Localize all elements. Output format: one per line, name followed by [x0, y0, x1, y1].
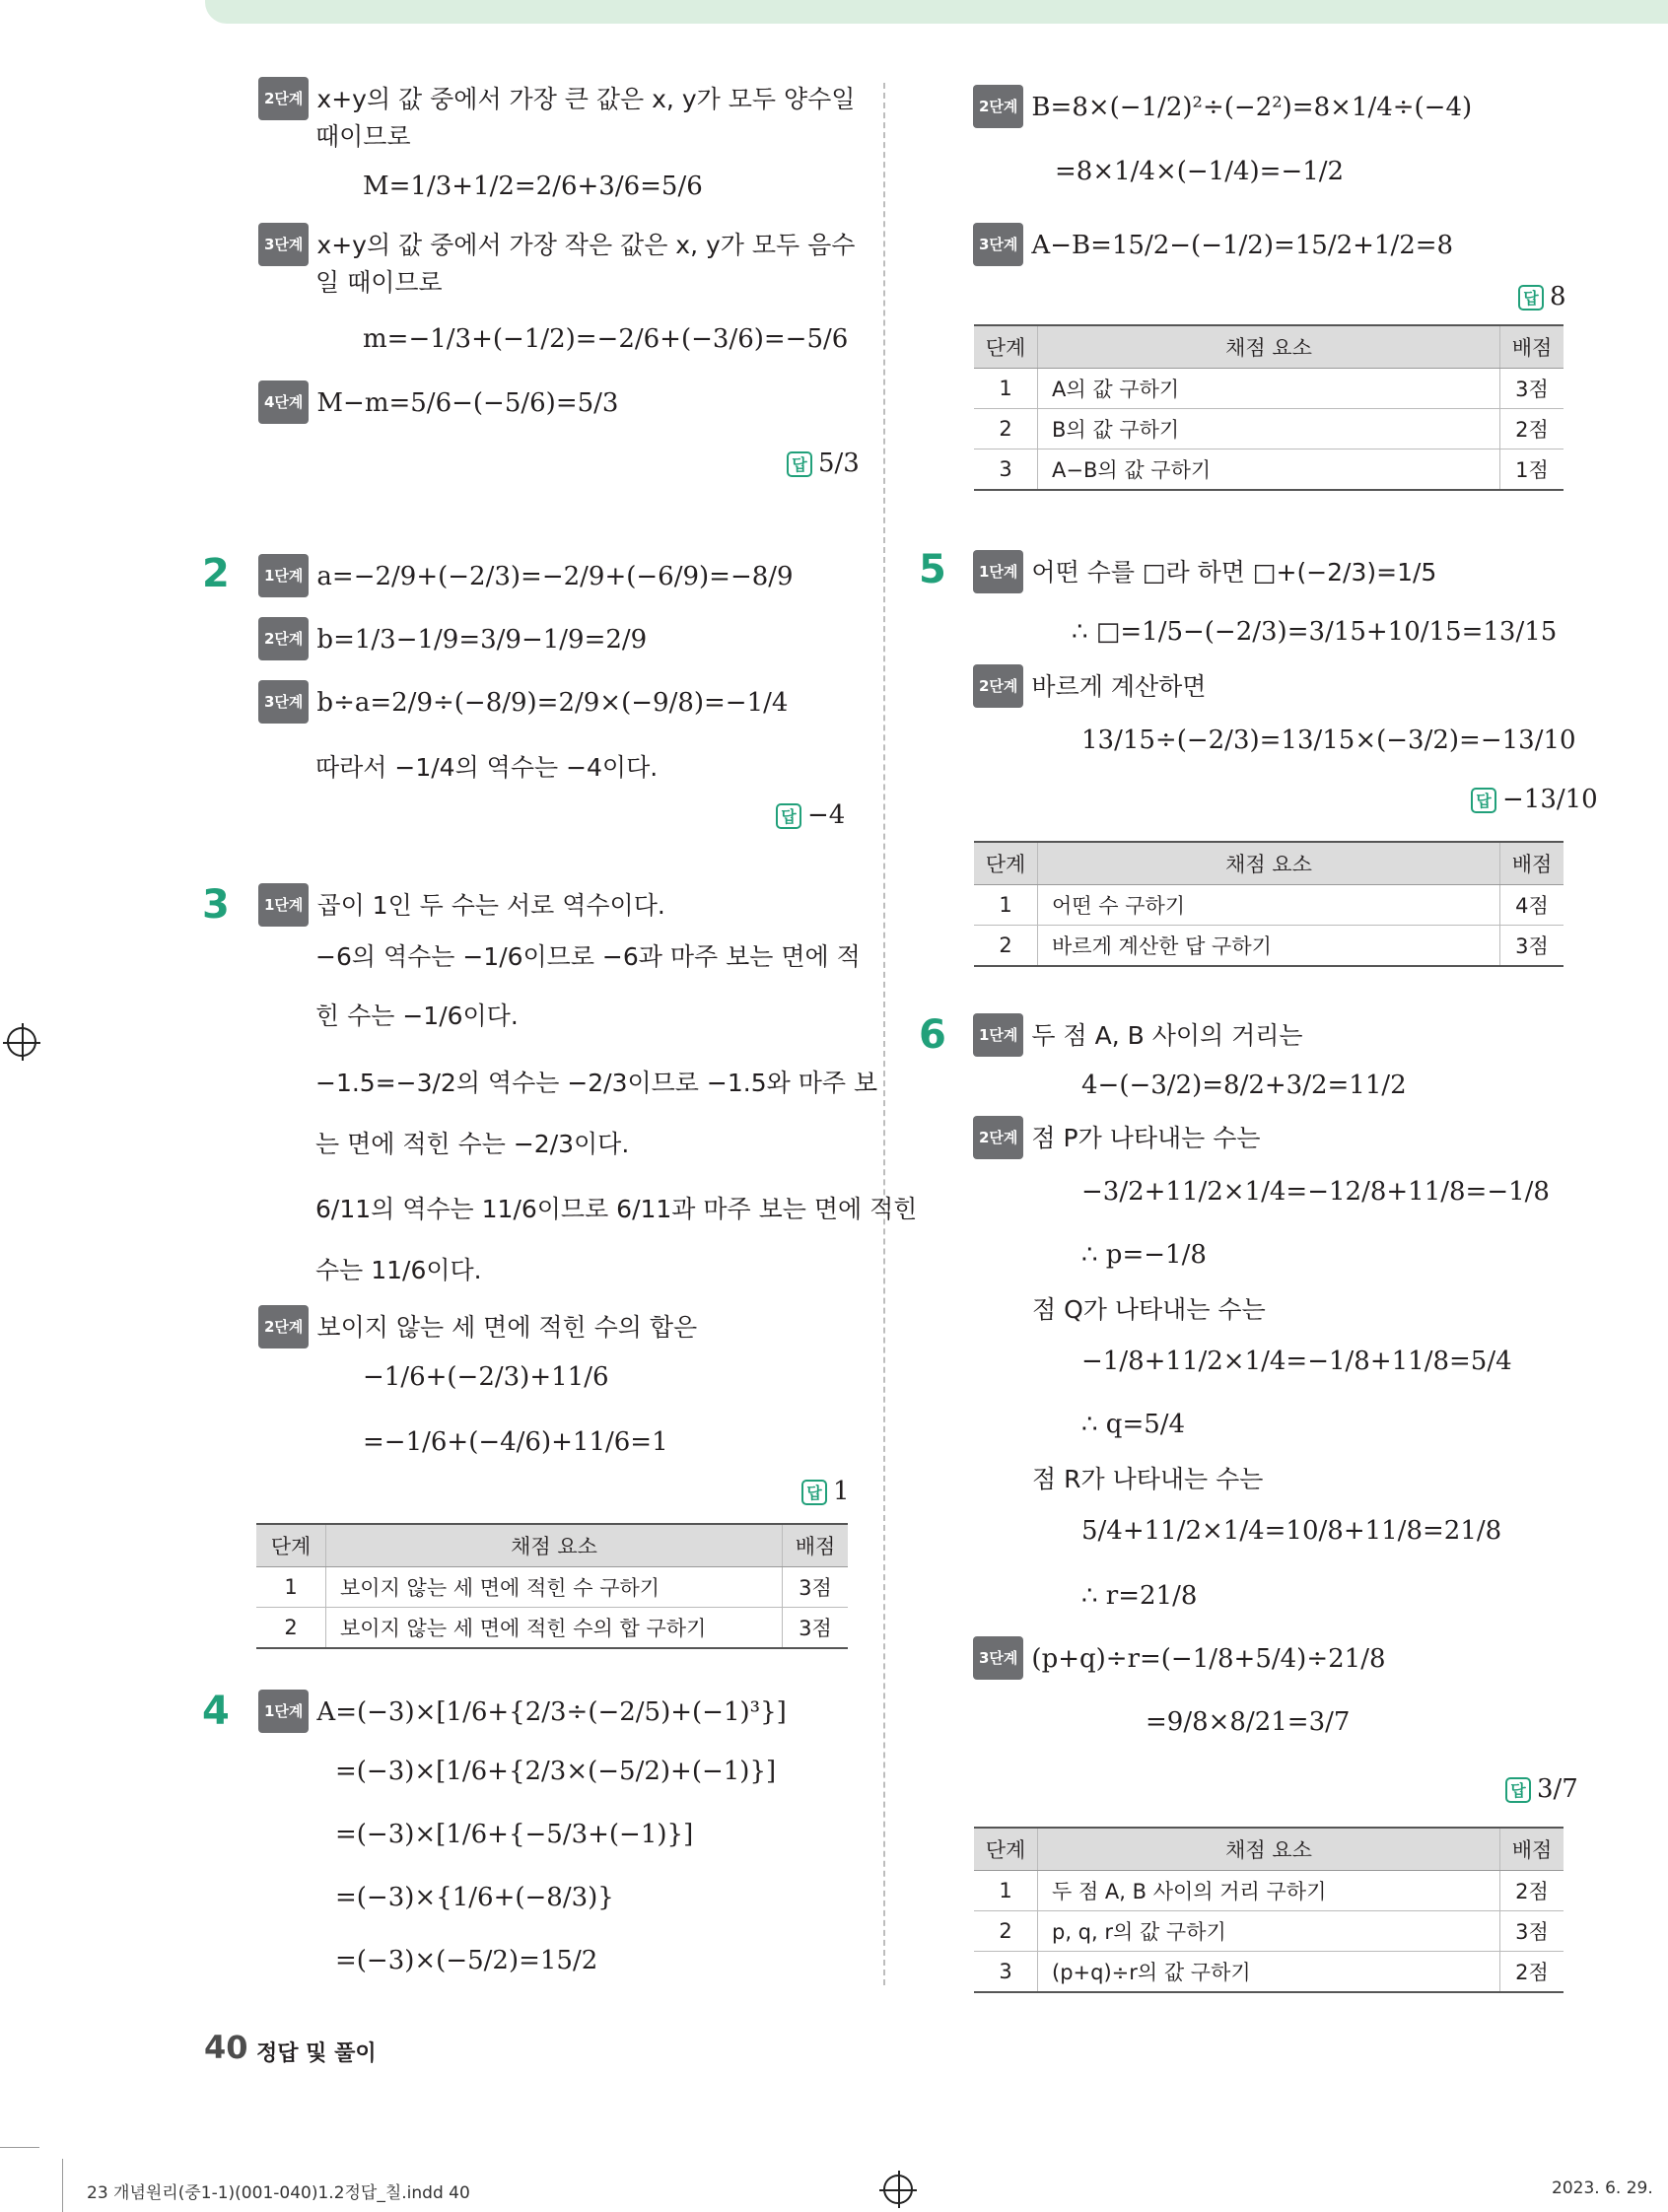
answer-mark: 답 −13/10	[1471, 785, 1598, 814]
table-cell: 3점	[1500, 369, 1564, 409]
table-cell: 2	[974, 409, 1038, 449]
table-cell: 2점	[1500, 1871, 1564, 1911]
column-divider	[883, 83, 885, 1985]
table-row	[256, 1608, 848, 1649]
solution-line: 점 R가 나타내는 수는	[1032, 1465, 1264, 1493]
table-cell: 2점	[1500, 409, 1564, 449]
equation-line: =8×1/4×(−1/4)=−1/2	[1055, 157, 1345, 186]
top-color-band	[205, 0, 1668, 24]
table-cell: (p+q)÷r의 값 구하기	[1038, 1952, 1500, 1993]
table-cell: 보이지 않는 세 면에 적힌 수의 합 구하기	[326, 1608, 783, 1649]
crop-mark	[0, 2147, 39, 2148]
table-row	[974, 369, 1564, 409]
solution-line: 3단계 A−B=15/2−(−1/2)=15/2+1/2=8	[973, 225, 1453, 268]
equation-line: =(−3)×[1/6+{2/3×(−5/2)+(−1)}]	[335, 1757, 777, 1786]
solution-line: 는 면에 적힌 수는 −2/3이다.	[315, 1130, 630, 1158]
answer-mark: 답 8	[1518, 282, 1566, 311]
table-header: 단계	[256, 1524, 326, 1567]
answer-mark: 답 1	[801, 1477, 850, 1506]
table-header-row	[974, 1828, 1564, 1871]
solution-line: 수는 11/6이다.	[315, 1256, 482, 1284]
solution-line: 따라서 −1/4의 역수는 −4이다.	[315, 753, 659, 782]
answer-mark: 답 −4	[776, 800, 845, 830]
table-cell: 보이지 않는 세 면에 적힌 수 구하기	[326, 1567, 783, 1608]
solution-line: 2단계 점 P가 나타내는 수는	[973, 1118, 1261, 1161]
equation-line: =(−3)×(−5/2)=15/2	[335, 1946, 598, 1975]
solution-line: 1단계 두 점 A, B 사이의 거리는	[973, 1015, 1303, 1059]
page-title: 정답 및 풀이	[256, 2041, 377, 2066]
solution-line: 3단계 b÷a=2/9÷(−8/9)=2/9×(−9/8)=−1/4	[258, 682, 788, 726]
equation-line: m=−1/3+(−1/2)=−2/6+(−3/6)=−5/6	[363, 324, 849, 354]
solution-line: −1.5=−3/2의 역수는 −2/3이므로 −1.5와 마주 보	[315, 1069, 878, 1097]
solution-line: 1단계 곱이 1인 두 수는 서로 역수이다.	[258, 885, 665, 929]
solution-line: 일 때이므로	[315, 268, 443, 297]
scoring-table	[974, 841, 1564, 967]
table-header: 배점	[1500, 325, 1564, 369]
solution-line: 2단계 B=8×(−1/2)²÷(−2²)=8×1/4÷(−4)	[973, 87, 1472, 130]
scoring-table	[256, 1523, 848, 1649]
equation-line: 5/4+11/2×1/4=10/8+11/8=21/8	[1081, 1516, 1502, 1546]
table-row	[974, 1952, 1564, 1993]
table-header: 채점 요소	[1038, 325, 1500, 369]
table-header: 채점 요소	[326, 1524, 783, 1567]
table-header: 채점 요소	[1038, 842, 1500, 885]
table-cell: 3	[974, 449, 1038, 491]
solution-line: 2단계 보이지 않는 세 면에 적힌 수의 합은	[258, 1307, 697, 1350]
table-cell: 1점	[1500, 449, 1564, 491]
slug-file: 23 개념원리(중1-1)(001-040)1.2정답_칠.indd 40	[87, 2183, 470, 2203]
equation-line: ∴ q=5/4	[1081, 1410, 1186, 1439]
equation-line: =(−3)×[1/6+{−5/3+(−1)}]	[335, 1820, 694, 1849]
table-header: 배점	[1500, 1828, 1564, 1871]
table-cell: 3점	[1500, 926, 1564, 967]
solution-line: 3단계 x+y의 값 중에서 가장 작은 값은 x, y가 모두 음수	[258, 225, 855, 268]
equation-line: 13/15÷(−2/3)=13/15×(−3/2)=−13/10	[1081, 726, 1576, 755]
solution-line: 1단계 A=(−3)×[1/6+{2/3÷(−2/5)+(−1)³}]	[258, 1692, 787, 1735]
table-header: 단계	[974, 842, 1038, 885]
table-cell: 2	[974, 1911, 1038, 1952]
problem-number: 5	[919, 547, 946, 592]
table-row	[974, 926, 1564, 967]
table-cell: 4점	[1500, 885, 1564, 926]
equation-line: −3/2+11/2×1/4=−12/8+11/8=−1/8	[1081, 1177, 1550, 1207]
table-cell: p, q, r의 값 구하기	[1038, 1911, 1500, 1952]
table-cell: 3점	[783, 1567, 849, 1608]
table-header: 배점	[783, 1524, 849, 1567]
table-header: 단계	[974, 1828, 1038, 1871]
answer-mark: 답 3/7	[1505, 1774, 1578, 1804]
table-cell: 두 점 A, B 사이의 거리 구하기	[1038, 1871, 1500, 1911]
table-header: 배점	[1500, 842, 1564, 885]
table-row	[974, 449, 1564, 491]
equation-line: =(−3)×{1/6+(−8/3)}	[335, 1883, 614, 1912]
equation-line: ∴ r=21/8	[1081, 1581, 1198, 1611]
solution-line: 점 Q가 나타내는 수는	[1032, 1295, 1266, 1324]
table-cell: B의 값 구하기	[1038, 409, 1500, 449]
solution-line: 때이므로	[315, 122, 411, 151]
table-row	[974, 885, 1564, 926]
answer-icon: 답	[776, 803, 801, 829]
table-cell: A의 값 구하기	[1038, 369, 1500, 409]
table-row	[974, 1911, 1564, 1952]
problem-number: 2	[202, 551, 230, 596]
table-cell: A−B의 값 구하기	[1038, 449, 1500, 491]
table-cell: 1	[256, 1567, 326, 1608]
equation-line: −1/8+11/2×1/4=−1/8+11/8=5/4	[1081, 1347, 1512, 1376]
table-row	[974, 1871, 1564, 1911]
slug-date: 2023. 6. 29.	[1552, 2178, 1653, 2198]
equation-line: 4−(−3/2)=8/2+3/2=11/2	[1081, 1071, 1407, 1100]
table-row	[974, 409, 1564, 449]
table-cell: 3점	[1500, 1911, 1564, 1952]
solution-line: 4단계 M−m=5/6−(−5/6)=5/3	[258, 382, 618, 426]
table-cell: 3점	[783, 1608, 849, 1649]
crop-mark	[62, 2159, 63, 2212]
solution-line: 힌 수는 −1/6이다.	[315, 1002, 519, 1030]
solution-line: 3단계 (p+q)÷r=(−1/8+5/4)÷21/8	[973, 1638, 1386, 1682]
table-cell: 2	[974, 926, 1038, 967]
equation-line: ∴ □=1/5−(−2/3)=3/15+10/15=13/15	[1072, 617, 1558, 647]
table-header: 단계	[974, 325, 1038, 369]
answer-icon: 답	[1518, 285, 1544, 311]
table-cell: 바르게 계산한 답 구하기	[1038, 926, 1500, 967]
table-header-row	[974, 842, 1564, 885]
problem-number: 6	[919, 1012, 946, 1058]
answer-mark: 답 5/3	[787, 449, 860, 478]
table-cell: 1	[974, 369, 1038, 409]
table-header-row	[974, 325, 1564, 369]
solution-line: 2단계 바르게 계산하면	[973, 666, 1206, 710]
equation-line: =−1/6+(−4/6)+11/6=1	[363, 1427, 668, 1457]
table-cell: 3	[974, 1952, 1038, 1993]
solution-line: 2단계 b=1/3−1/9=3/9−1/9=2/9	[258, 619, 647, 662]
problem-number: 4	[202, 1689, 230, 1734]
scoring-table	[974, 324, 1564, 491]
registration-mark-icon	[883, 2175, 913, 2204]
page-number: 40	[204, 2029, 248, 2066]
table-row	[256, 1567, 848, 1608]
answer-icon: 답	[1471, 788, 1496, 813]
table-cell: 2	[256, 1608, 326, 1649]
equation-line: ∴ p=−1/8	[1081, 1240, 1207, 1270]
equation-line: M=1/3+1/2=2/6+3/6=5/6	[363, 172, 703, 201]
answer-icon: 답	[1505, 1777, 1531, 1803]
registration-mark-icon	[7, 1027, 36, 1057]
table-cell: 어떤 수 구하기	[1038, 885, 1500, 926]
table-header-row	[256, 1524, 848, 1567]
table-cell: 1	[974, 1871, 1038, 1911]
solution-line: 6/11의 역수는 11/6이므로 6/11과 마주 보는 면에 적힌	[315, 1195, 918, 1223]
solution-line: 1단계 어떤 수를 □라 하면 □+(−2/3)=1/5	[973, 552, 1436, 595]
solution-line: 1단계 a=−2/9+(−2/3)=−2/9+(−6/9)=−8/9	[258, 556, 794, 599]
table-header: 채점 요소	[1038, 1828, 1500, 1871]
solution-line: 2단계 x+y의 값 중에서 가장 큰 값은 x, y가 모두 양수일	[258, 79, 855, 122]
scoring-table	[974, 1827, 1564, 1993]
answer-icon: 답	[801, 1480, 827, 1505]
equation-line: =9/8×8/21=3/7	[1146, 1707, 1351, 1737]
problem-number: 3	[202, 882, 230, 928]
equation-line: −1/6+(−2/3)+11/6	[363, 1362, 609, 1392]
answer-icon: 답	[787, 451, 812, 477]
solution-line: −6의 역수는 −1/6이므로 −6과 마주 보는 면에 적	[315, 942, 861, 971]
table-cell: 1	[974, 885, 1038, 926]
table-cell: 2점	[1500, 1952, 1564, 1993]
